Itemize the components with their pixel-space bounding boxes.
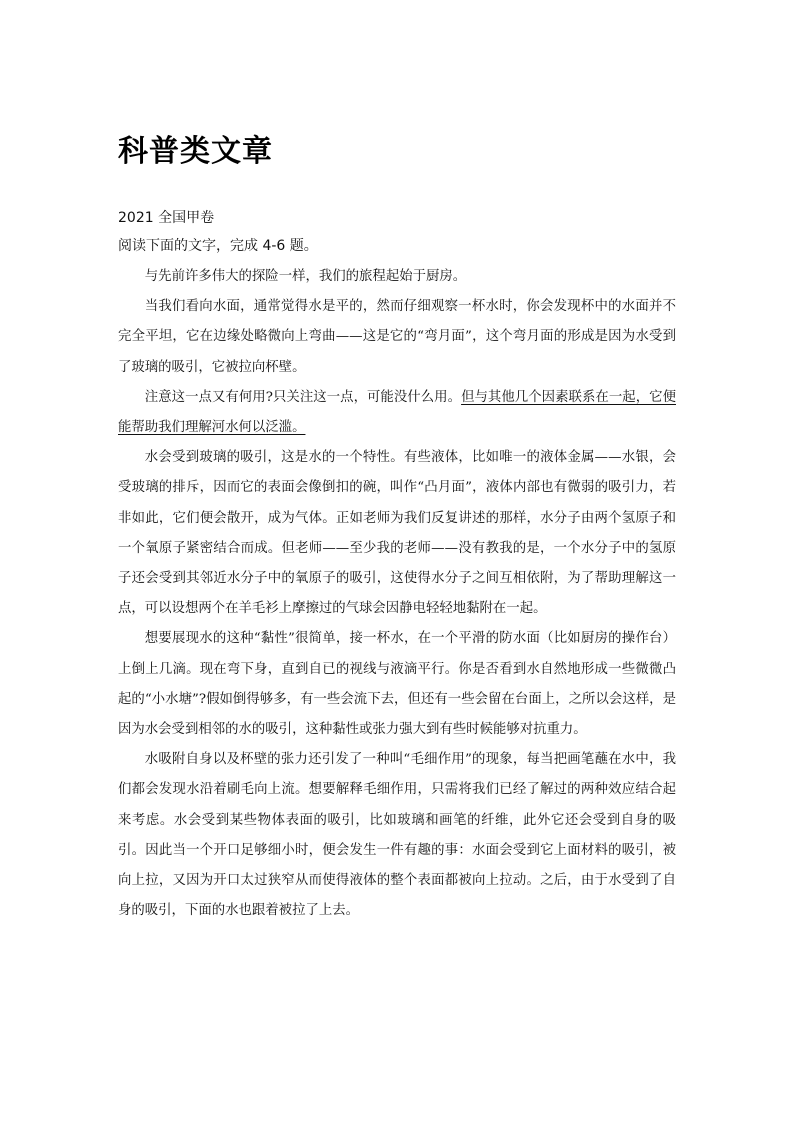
page-title: 科普类文章 — [118, 134, 273, 169]
paragraph-text: 当我们看向水面，通常觉得水是平的，然而仔细观察一杯水时，你会发现杯中的水面并不完全平坦，它在边缘处略微向上弯曲——这是它的“弯月面”，这个弯月面的形成是因为水受到了玻璃的吸引，它被拉向杯壁。 — [118, 299, 676, 375]
paragraph — [118, 624, 676, 745]
paragraph — [118, 262, 676, 292]
paragraph-text: 想要展现水的这种“黏性”很简单，接一杯水，在一个平滑的防水面（比如厨房的操作台）上倒上几滴。现在弯下身，直到自已的视线与液滴平行。你是否看到水自然地形成一些微微凸起的“小水塘”?假如倒得够多，有一些会流下去，但还有一些会留在台面上，之所以会这样，是因为水会受到相邻的水的吸引，这种黏性或张力强大到有些时候能够对抗重力。 — [118, 631, 676, 738]
paragraph-text: 水会受到玻璃的吸引，这是水的一个特性。有些液体，比如唯一的液体金属——水银，会受玻璃的排斥，因而它的表面会像倒扣的碗，叫作“凸月面”，液体内部也有微弱的吸引力，若非如此，它们便会散开，成为气体。正如老师为我们反复讲述的那样，水分子由两个氢原子和一个氧原子紧密结合而成。但老师——至少我的老师——没有教我的是，一个水分子中的氢原子还会受到其邻近水分子中的氧原子的吸引，这使得水分子之间互相依附，为了帮助理解这一点，可以设想两个在羊毛衫上摩擦过的气球会因静电轻轻地黏附在一起。 — [118, 450, 676, 617]
paragraph-text: 与先前许多伟大的探险一样，我们的旅程起始于厨房。 — [144, 269, 467, 284]
paragraph — [118, 443, 676, 624]
paragraph — [118, 745, 676, 926]
paragraph — [118, 292, 676, 383]
paragraph-text: 水吸附自身以及杯壁的张力还引发了一种叫“毛细作用”的现象，每当把画笔蘸在水中，我们都会发现水沿着刷毛向上流。想要解释毛细作用，只需将我们已经了解过的两种效应结合起来考虑。水会受到某些物体表面的吸引，比如玻璃和画笔的纤维，此外它还会受到自身的吸引。因此当一个开口足够细小时，便会发生一件有趣的事：水面会受到它上面材料的吸引，被向上拉，又因为开口太过狭窄从而使得液体的整个表面都被向上拉动。之后，由于水受到了自身的吸引，下面的水也跟着被拉了上去。 — [118, 752, 676, 919]
paragraph — [118, 383, 676, 443]
exam-label: 2021 全国甲卷 — [118, 210, 215, 226]
article-body — [118, 262, 676, 926]
paragraph-text: 注意这一点又有何用?只关注这一点，可能没什么用。 — [144, 389, 462, 405]
instruction-text: 阅读下面的文字，完成 4-6 题。 — [118, 238, 318, 254]
underlined-sentence: 但与其他几个因素联系在一起，它便能帮助我们理解河水何以泛滥。 — [118, 389, 676, 436]
